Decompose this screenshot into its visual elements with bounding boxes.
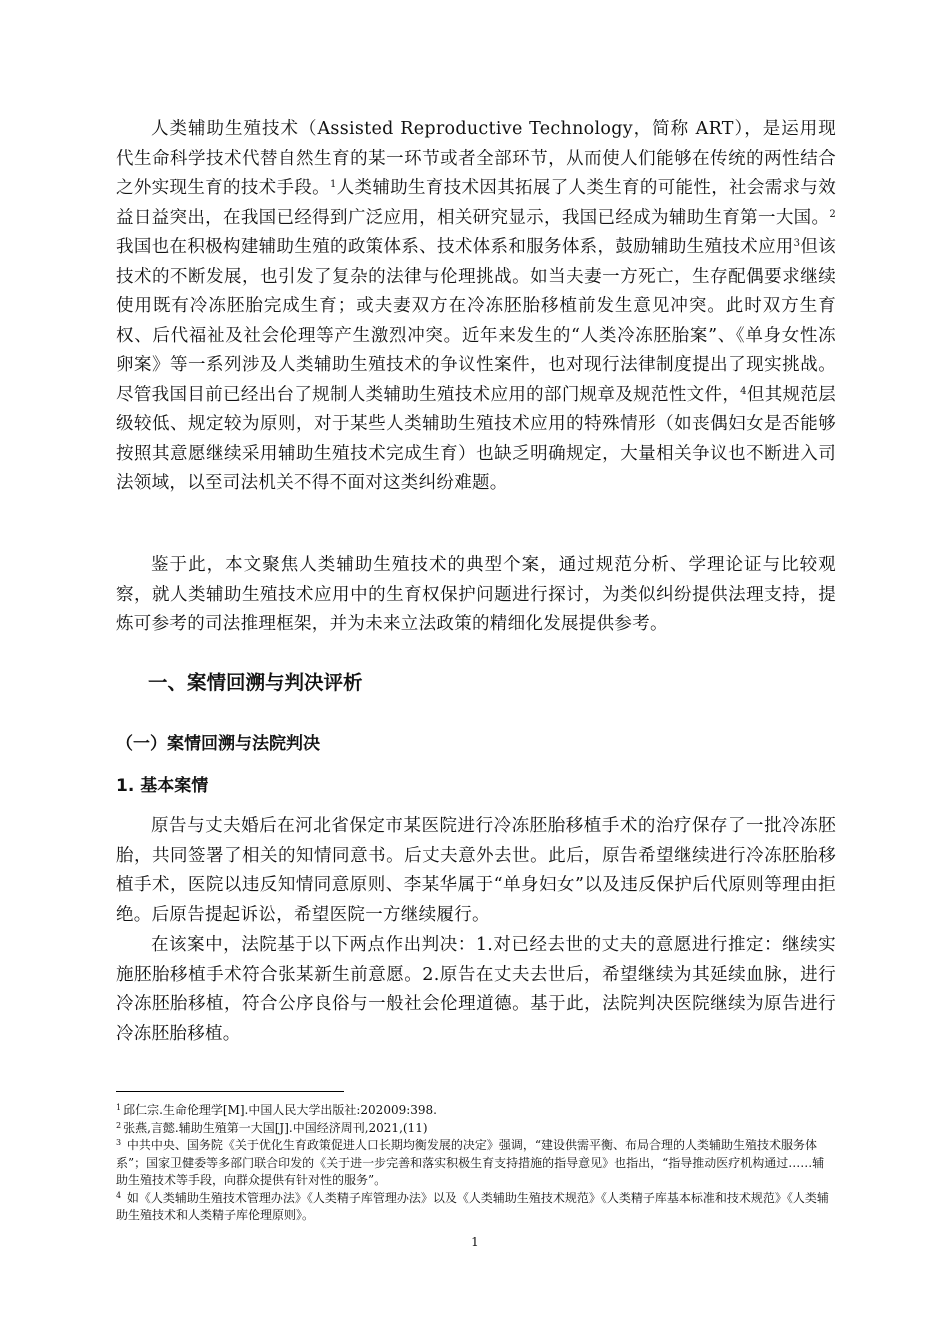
- footnote-number: 3: [116, 1138, 122, 1147]
- footnote-number: 2: [116, 1120, 122, 1130]
- paragraph-text: 人类辅助生殖技术（Assisted Reproductive Technology，简称 ART），是运用现代生命科学技术代替自然生育的某一环节或者全部环节，从而使人们能够在传统的两性结合之外实现生育的技术手段。: [116, 119, 836, 198]
- footnote-list: [116, 1102, 836, 1225]
- footnote-text: 张燕,言懿.辅助生殖第一大国[J].中国经济周刊,2021,(11): [123, 1120, 428, 1135]
- footnote-divider: [116, 1091, 344, 1092]
- judgment-paragraph: 在该案中，法院基于以下两点作出判决：1.对已经去世的丈夫的意愿进行推定：继续实施胚胎移植手术符合张某新生前意愿。2.原告在丈夫去世后，希望继续为其延续血脉，进行冷冻胚胎移植，符合公序良俗与一般社会伦理道德。基于此，法院判决医院继续为原告进行冷冻胚胎移植。: [116, 935, 836, 1044]
- footnote-number: 4: [116, 1190, 122, 1200]
- footnote-text: 中共中央、国务院《关于优化生育政策促进人口长期均衡发展的决定》强调，“建设供需平衡、布局合理的人类辅助生殖技术服务体系”；国家卫健委等多部门联合印发的《关于进一步完善和落实积极生育支持措施的指导意见》也指出，“指导推动医疗机构通过……辅助生殖技术等手段，向群众提供有针对性的服务”。: [116, 1138, 825, 1187]
- footnote-item: [116, 1102, 836, 1120]
- case-facts-paragraph: 原告与丈夫婚后在河北省保定市某医院进行冷冻胚胎移植手术的治疗保存了一批冷冻胚胎，共同签署了相关的知情同意书。后丈夫意外去世。此后，原告希望继续进行冷冻胚胎移植手术，医院以违反知情同意原则、李某华属于“单身妇女”以及违反保护后代原则等理由拒绝。后原告提起诉讼，希望医院一方继续履行。: [116, 816, 836, 925]
- footnote-ref-1[interactable]: 1: [330, 179, 337, 190]
- purpose-paragraph: 鉴于此，本文聚焦人类辅助生殖技术的典型个案，通过规范分析、学理论证与比较观察，就人类辅助生殖技术应用中的生育权保护问题进行探讨，为类似纠纷提供法理支持，提炼可参考的司法推理框架，并为未来立法政策的精细化发展提供参考。: [116, 555, 836, 634]
- intro-paragraph: [116, 115, 836, 499]
- footnote-ref-4[interactable]: 4: [740, 385, 747, 397]
- section-heading: 一、案情回溯与判决评析: [148, 671, 363, 694]
- footnote-item: [116, 1137, 836, 1190]
- subsubsection-heading: 1. 基本案情: [116, 776, 209, 796]
- footnote-ref-3[interactable]: 3: [793, 238, 801, 249]
- paragraph-text: 我国也在积极构建辅助生殖的政策体系、技术体系和服务体系，鼓励辅助生殖技术应用: [116, 237, 794, 257]
- paragraph-text: 但其规范层级较低、规定较为原则，对于某些人类辅助生殖技术应用的特殊情形（如丧偶妇女是否能够按照其意愿继续采用辅助生殖技术完成生育）也缺乏明确规定，大量相关争议也不断进入司法领域，以至司法机关不得不面对这类纠纷难题。: [116, 384, 837, 493]
- footnote-item: [116, 1190, 836, 1225]
- footnote-text: 如《人类辅助生殖技术管理办法》《人类精子库管理办法》以及《人类辅助生殖技术规范》《人类精子库基本标准和技术规范》《人类辅助生殖技术和人类精子库伦理原则》。: [116, 1190, 829, 1222]
- paragraph-text: 但该技术的不断发展，也引发了复杂的法律与伦理挑战。如当夫妻一方死亡，生存配偶要求继续使用既有冷冻胚胎完成生育；或夫妻双方在冷冻胚胎移植前发生意见冲突。此时双方生育权、后代福祉及社会伦理等产生激烈冲突。近年来发生的“人类冷冻胚胎案”、《单身女性冻卵案》等一系列涉及人类辅助生殖技术的争议性案件，也对现行法律制度提出了现实挑战。尽管我国目前已经出台了规制人类辅助生殖技术应用的部门规章及规范性文件，: [116, 237, 836, 405]
- footnote-text: 邱仁宗.生命伦理学[M].中国人民大学出版社:202009:398.: [123, 1103, 437, 1117]
- subsection-heading: （一）案情回溯与法院判决: [116, 734, 320, 754]
- footnote-item: [116, 1120, 836, 1138]
- footnote-ref-2[interactable]: 2: [829, 208, 836, 220]
- footnote-number: 1: [116, 1103, 122, 1112]
- paragraph-text: 人类辅助生育技术因其拓展了人类生育的可能性，社会需求与效益日益突出，在我国已经得到广泛应用，相关研究显示，我国已经成为辅助生育第一大国。: [116, 178, 836, 228]
- page-number: 1: [471, 1235, 479, 1249]
